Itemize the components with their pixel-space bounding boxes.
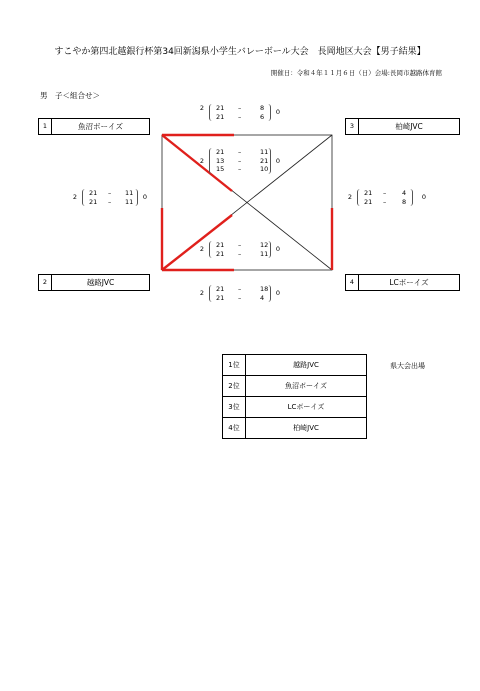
section-heading: 男 子＜組合せ＞ xyxy=(40,91,100,100)
team-name: 越路JVC xyxy=(86,278,115,287)
set-row: 21 – 11 xyxy=(216,249,269,258)
sets-won: 2 xyxy=(199,245,205,253)
team-name: 魚沼ボーイズ xyxy=(78,122,123,131)
event-info: 開催日：令和４年１１月６日（日）会場:長岡市越路体育館 xyxy=(270,69,442,77)
team-number: 1 xyxy=(39,119,52,134)
sets-won: 2 xyxy=(199,104,205,112)
table-row xyxy=(223,376,367,397)
set-row: 21 – 12 xyxy=(216,241,269,249)
set-row: 21 – 8 xyxy=(216,104,265,112)
set-scores xyxy=(357,189,413,206)
score-diag-upper xyxy=(197,148,287,174)
rank-position: 4位 xyxy=(223,418,246,439)
team-name: LCボーイズ xyxy=(389,278,429,287)
table-row xyxy=(223,418,367,439)
team-box-1 xyxy=(38,118,150,135)
score-diag-lower xyxy=(197,241,287,258)
sets-won: 0 xyxy=(142,193,148,201)
sets-won: 0 xyxy=(275,157,281,165)
set-row: 21 – 6 xyxy=(216,112,265,121)
set-scores xyxy=(209,241,271,258)
table-row xyxy=(223,397,367,418)
rank-team: LCボーイズ xyxy=(246,397,367,418)
set-row: 21 – 18 xyxy=(216,285,269,293)
rank-position: 3位 xyxy=(223,397,246,418)
set-scores xyxy=(82,189,138,206)
sets-won: 0 xyxy=(275,245,281,253)
score-top xyxy=(197,104,287,121)
score-right xyxy=(345,189,435,206)
score-bottom xyxy=(197,285,287,302)
table-row xyxy=(223,355,367,376)
rank-team: 越路JVC xyxy=(246,355,367,376)
set-scores xyxy=(209,104,271,121)
set-row: 21 – 11 xyxy=(216,148,269,156)
rank-position: 1位 xyxy=(223,355,246,376)
score-left xyxy=(70,189,160,206)
sets-won: 2 xyxy=(199,157,205,165)
team-number: 2 xyxy=(39,275,52,290)
set-row: 21 – 8 xyxy=(364,197,407,206)
team-box-4 xyxy=(345,274,460,291)
rank-team: 魚沼ボーイズ xyxy=(246,376,367,397)
team-box-2 xyxy=(38,274,150,291)
team-number: 3 xyxy=(346,119,359,134)
set-scores xyxy=(209,148,271,174)
set-row: 21 – 4 xyxy=(364,189,407,197)
document-title: すこやか第四北越銀行杯第34回新潟県小学生バレーボール大会 長岡地区大会【男子結果】 xyxy=(54,47,426,57)
set-row: 21 – 11 xyxy=(89,189,134,197)
set-row: 21 – 4 xyxy=(216,293,265,302)
qualification-note: 県大会出場 xyxy=(390,362,425,370)
rank-position: 2位 xyxy=(223,376,246,397)
sets-won: 2 xyxy=(347,193,353,201)
ranking-table xyxy=(222,354,367,439)
sets-won: 2 xyxy=(199,289,205,297)
sets-won: 0 xyxy=(421,193,427,201)
team-box-3 xyxy=(345,118,460,135)
set-scores xyxy=(209,285,271,302)
set-row: 21 – 11 xyxy=(89,197,134,206)
sets-won: 0 xyxy=(275,289,281,297)
sets-won: 0 xyxy=(275,108,281,116)
rank-team: 柏崎JVC xyxy=(246,418,367,439)
team-name: 柏崎JVC xyxy=(395,122,423,131)
sets-won: 2 xyxy=(72,193,78,201)
set-row: 13 – 21 xyxy=(216,156,269,165)
set-row: 15 – 10 xyxy=(216,165,269,173)
team-number: 4 xyxy=(346,275,359,290)
